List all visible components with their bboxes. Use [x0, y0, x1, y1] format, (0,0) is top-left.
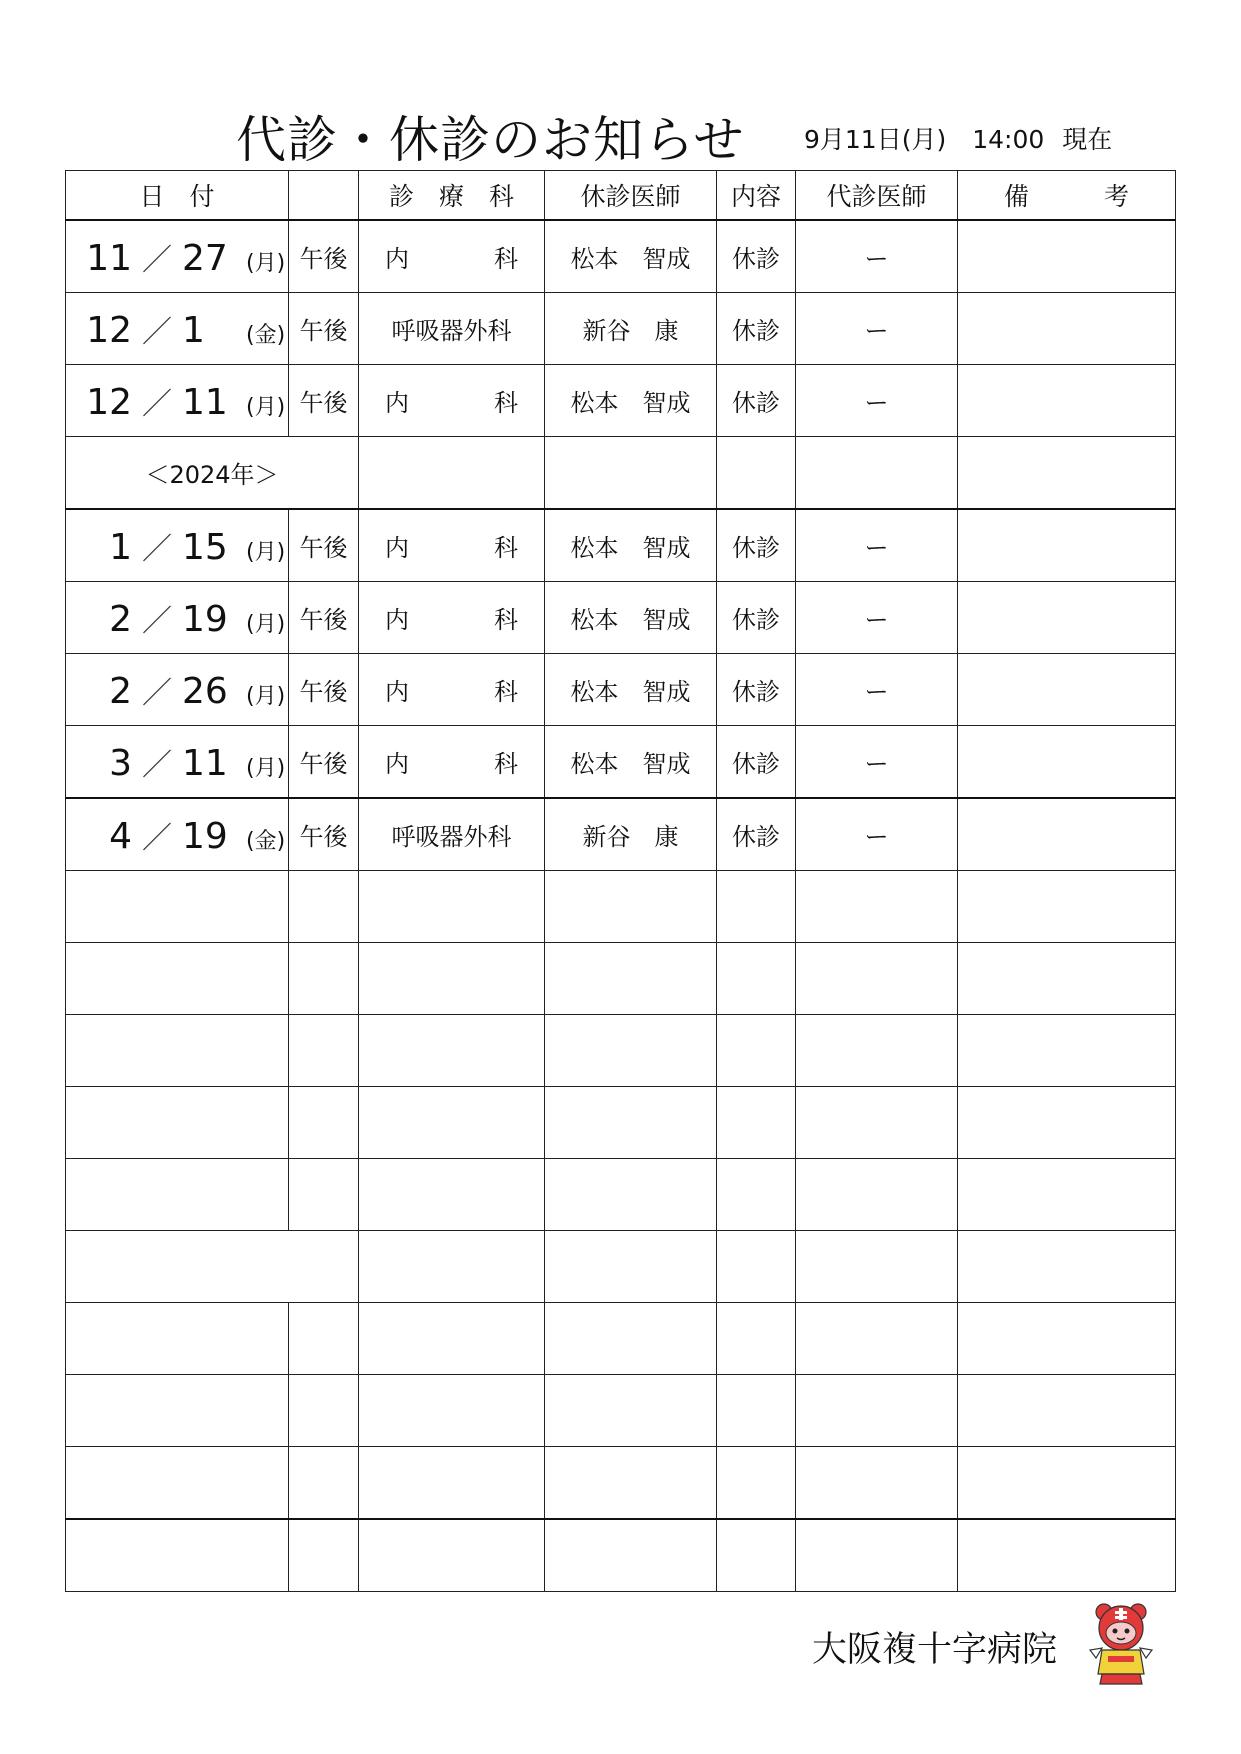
- department-cell: [359, 365, 545, 437]
- substitute-cell: ー: [796, 365, 958, 437]
- date-month: 4: [109, 815, 132, 857]
- period-cell: 午後: [289, 509, 359, 582]
- empty-row: [66, 1231, 1176, 1303]
- period-cell: 午後: [289, 798, 359, 871]
- empty-row: [66, 1519, 1176, 1592]
- date-month: 12: [86, 381, 132, 423]
- empty-cell: [958, 1303, 1176, 1375]
- date-cell: [66, 654, 289, 726]
- empty-cell: [66, 1447, 289, 1520]
- empty-cell: [717, 871, 796, 943]
- empty-cell: [66, 1087, 289, 1159]
- date-cell: [66, 509, 289, 582]
- empty-row: [66, 871, 1176, 943]
- date-separator: ／: [142, 314, 172, 350]
- empty-cell: [359, 1015, 545, 1087]
- empty-cell: [796, 1375, 958, 1447]
- date-separator: ／: [142, 242, 172, 278]
- table-row: [66, 365, 1176, 437]
- column-header-date: 日 付: [66, 171, 289, 221]
- empty-cell: [289, 1519, 359, 1592]
- type-cell: 休診: [717, 293, 796, 365]
- type-cell: 休診: [717, 509, 796, 582]
- empty-row: [66, 1303, 1176, 1375]
- notes-cell: [958, 509, 1176, 582]
- empty-cell: [796, 871, 958, 943]
- empty-cell: [289, 1087, 359, 1159]
- empty-row: [66, 1159, 1176, 1231]
- empty-cell: [717, 1159, 796, 1231]
- date-separator: ／: [142, 386, 172, 422]
- date-weekday: (月): [246, 755, 286, 781]
- department-part: 科: [494, 750, 518, 778]
- schedule-body: [66, 220, 1176, 1592]
- as-of-date: 9月11日(月): [804, 125, 947, 154]
- table-row: [66, 798, 1176, 871]
- notes-cell: [958, 654, 1176, 726]
- year-heading: ＜2024年＞: [66, 437, 359, 510]
- notes-cell: [958, 798, 1176, 871]
- date-cell: [66, 293, 289, 365]
- mascot-arm-left: [1090, 1648, 1102, 1658]
- empty-cell: [66, 1375, 289, 1447]
- date-separator: ／: [142, 747, 172, 783]
- column-header-period: [289, 171, 359, 221]
- table-row: [66, 654, 1176, 726]
- empty-cell: [717, 1303, 796, 1375]
- period-cell: 午後: [289, 654, 359, 726]
- column-header-department: 診 療 科: [359, 171, 545, 221]
- empty-cell: [66, 871, 289, 943]
- date-day: 27: [182, 237, 228, 279]
- table-row: [66, 220, 1176, 293]
- page-title: 代診・休診のお知らせ: [236, 111, 745, 169]
- empty-cell: [796, 1159, 958, 1231]
- empty-cell: [289, 1303, 359, 1375]
- empty-cell: [359, 1303, 545, 1375]
- empty-cell: [958, 871, 1176, 943]
- date-day: 1: [182, 309, 205, 351]
- empty-cell: [66, 1015, 289, 1087]
- absent-doctor-cell: 松本 智成: [545, 726, 717, 799]
- department-part: 内: [385, 389, 409, 417]
- department-part: 内: [385, 678, 409, 706]
- absent-doctor-cell: 松本 智成: [545, 654, 717, 726]
- year-heading-row: [66, 437, 1176, 510]
- date-day: 19: [182, 815, 228, 857]
- department-part: 呼吸器外科: [391, 317, 512, 345]
- period-cell: 午後: [289, 582, 359, 654]
- empty-cell: [359, 1519, 545, 1592]
- date-separator: ／: [142, 675, 172, 711]
- empty-cell: [359, 1447, 545, 1520]
- empty-cell: [958, 1159, 1176, 1231]
- schedule-table: [65, 170, 1176, 1592]
- substitute-cell: ー: [796, 654, 958, 726]
- date-day: 19: [182, 598, 228, 640]
- empty-cell: [545, 1375, 717, 1447]
- empty-cell: [66, 1231, 359, 1303]
- type-cell: 休診: [717, 726, 796, 799]
- period-cell: 午後: [289, 220, 359, 293]
- empty-cell: [545, 1519, 717, 1592]
- date-day: 15: [182, 526, 228, 568]
- date-weekday: (金): [246, 828, 286, 854]
- date-separator: ／: [142, 603, 172, 639]
- absent-doctor-cell: 松本 智成: [545, 509, 717, 582]
- mascot-arm-right: [1140, 1648, 1152, 1658]
- mascot-cross-h2: [1115, 1616, 1127, 1619]
- mascot-eye-right: [1125, 1629, 1130, 1634]
- department-part: 呼吸器外科: [391, 823, 512, 851]
- empty-cell: [717, 1231, 796, 1303]
- table-row: [66, 509, 1176, 582]
- empty-row: [66, 1447, 1176, 1520]
- date-weekday: (月): [246, 611, 286, 637]
- date-month: 3: [109, 742, 132, 784]
- date-month: 2: [109, 670, 132, 712]
- date-weekday: (月): [246, 394, 286, 420]
- empty-cell: [359, 943, 545, 1015]
- hospital-name: 大阪複十字病院: [812, 1630, 1058, 1670]
- empty-cell: [958, 437, 1176, 510]
- department-part: 内: [385, 245, 409, 273]
- empty-cell: [545, 1447, 717, 1520]
- empty-cell: [958, 1231, 1176, 1303]
- date-day: 11: [182, 742, 228, 784]
- date-day: 11: [182, 381, 228, 423]
- date-cell: [66, 220, 289, 293]
- substitute-cell: ー: [796, 582, 958, 654]
- department-cell: [359, 582, 545, 654]
- type-cell: 休診: [717, 654, 796, 726]
- type-cell: 休診: [717, 220, 796, 293]
- empty-cell: [289, 943, 359, 1015]
- notes-cell: [958, 220, 1176, 293]
- empty-cell: [796, 1447, 958, 1520]
- table-row: [66, 726, 1176, 799]
- mascot-legs: [1100, 1674, 1142, 1684]
- empty-cell: [796, 1519, 958, 1592]
- notes-cell: [958, 726, 1176, 799]
- department-cell: [359, 798, 545, 871]
- empty-cell: [545, 1231, 717, 1303]
- table-header-row: [66, 171, 1176, 221]
- empty-cell: [958, 1015, 1176, 1087]
- empty-cell: [545, 1159, 717, 1231]
- empty-cell: [796, 1303, 958, 1375]
- empty-cell: [958, 1087, 1176, 1159]
- empty-cell: [717, 943, 796, 1015]
- empty-cell: [359, 1159, 545, 1231]
- type-cell: 休診: [717, 798, 796, 871]
- column-header-notes: 備 考: [958, 171, 1176, 221]
- department-cell: [359, 293, 545, 365]
- date-cell: [66, 798, 289, 871]
- absent-doctor-cell: 松本 智成: [545, 365, 717, 437]
- absent-doctor-cell: 新谷 康: [545, 293, 717, 365]
- substitute-cell: ー: [796, 509, 958, 582]
- table-row: [66, 582, 1176, 654]
- empty-cell: [545, 1087, 717, 1159]
- empty-cell: [545, 437, 717, 510]
- notes-cell: [958, 365, 1176, 437]
- absent-doctor-cell: 新谷 康: [545, 798, 717, 871]
- date-month: 12: [86, 309, 132, 351]
- empty-row: [66, 943, 1176, 1015]
- type-cell: 休診: [717, 365, 796, 437]
- table-row: [66, 293, 1176, 365]
- notes-cell: [958, 582, 1176, 654]
- date-month: 1: [109, 526, 132, 568]
- empty-cell: [796, 1087, 958, 1159]
- department-part: 科: [494, 389, 518, 417]
- period-cell: 午後: [289, 293, 359, 365]
- date-weekday: (月): [246, 250, 286, 276]
- empty-row: [66, 1375, 1176, 1447]
- date-cell: [66, 726, 289, 799]
- mascot-face: [1106, 1622, 1136, 1644]
- date-month: 2: [109, 598, 132, 640]
- mascot-eye-left: [1113, 1629, 1118, 1634]
- department-part: 科: [494, 678, 518, 706]
- empty-cell: [66, 1303, 289, 1375]
- department-cell: [359, 509, 545, 582]
- empty-cell: [717, 1447, 796, 1520]
- date-weekday: (金): [246, 322, 286, 348]
- empty-cell: [717, 1519, 796, 1592]
- empty-cell: [717, 437, 796, 510]
- empty-row: [66, 1087, 1176, 1159]
- date-cell: [66, 365, 289, 437]
- department-part: 科: [494, 245, 518, 273]
- date-separator: ／: [142, 531, 172, 567]
- empty-cell: [359, 871, 545, 943]
- substitute-cell: ー: [796, 798, 958, 871]
- date-day: 26: [182, 670, 228, 712]
- column-header-absent-doctor: 休診医師: [545, 171, 717, 221]
- substitute-cell: ー: [796, 726, 958, 799]
- column-header-type: 内容: [717, 171, 796, 221]
- column-header-substitute-doctor: 代診医師: [796, 171, 958, 221]
- date-month: 11: [86, 237, 132, 279]
- department-part: 内: [385, 534, 409, 562]
- empty-cell: [66, 1159, 289, 1231]
- empty-cell: [289, 1447, 359, 1520]
- department-cell: [359, 220, 545, 293]
- empty-cell: [545, 1015, 717, 1087]
- empty-cell: [359, 437, 545, 510]
- absent-doctor-cell: 松本 智成: [545, 220, 717, 293]
- as-of-timestamp: [804, 122, 1112, 158]
- absent-doctor-cell: 松本 智成: [545, 582, 717, 654]
- mascot-belt: [1108, 1656, 1134, 1662]
- as-of-label: 現在: [1062, 125, 1113, 154]
- empty-cell: [359, 1231, 545, 1303]
- mascot-cross-h: [1115, 1611, 1127, 1614]
- department-part: 科: [494, 534, 518, 562]
- as-of-time: 14:00: [972, 125, 1045, 154]
- substitute-cell: ー: [796, 293, 958, 365]
- empty-cell: [717, 1087, 796, 1159]
- empty-cell: [717, 1015, 796, 1087]
- department-part: 内: [385, 606, 409, 634]
- department-part: 内: [385, 750, 409, 778]
- hospital-mascot-icon: [1088, 1600, 1154, 1686]
- empty-cell: [66, 1519, 289, 1592]
- empty-cell: [796, 437, 958, 510]
- date-weekday: (月): [246, 683, 286, 709]
- period-cell: 午後: [289, 365, 359, 437]
- empty-cell: [289, 1015, 359, 1087]
- empty-cell: [289, 1159, 359, 1231]
- department-cell: [359, 654, 545, 726]
- empty-cell: [545, 943, 717, 1015]
- empty-cell: [289, 1375, 359, 1447]
- period-cell: 午後: [289, 726, 359, 799]
- empty-cell: [717, 1375, 796, 1447]
- substitute-cell: ー: [796, 220, 958, 293]
- date-cell: [66, 582, 289, 654]
- empty-cell: [796, 1231, 958, 1303]
- empty-cell: [958, 943, 1176, 1015]
- empty-cell: [958, 1375, 1176, 1447]
- department-cell: [359, 726, 545, 799]
- empty-cell: [66, 943, 289, 1015]
- empty-cell: [359, 1087, 545, 1159]
- empty-row: [66, 1015, 1176, 1087]
- empty-cell: [958, 1447, 1176, 1520]
- notes-cell: [958, 293, 1176, 365]
- empty-cell: [796, 943, 958, 1015]
- empty-cell: [359, 1375, 545, 1447]
- empty-cell: [289, 871, 359, 943]
- date-weekday: (月): [246, 539, 286, 565]
- type-cell: 休診: [717, 582, 796, 654]
- empty-cell: [958, 1519, 1176, 1592]
- empty-cell: [545, 871, 717, 943]
- date-separator: ／: [142, 820, 172, 856]
- empty-cell: [545, 1303, 717, 1375]
- empty-cell: [796, 1015, 958, 1087]
- department-part: 科: [494, 606, 518, 634]
